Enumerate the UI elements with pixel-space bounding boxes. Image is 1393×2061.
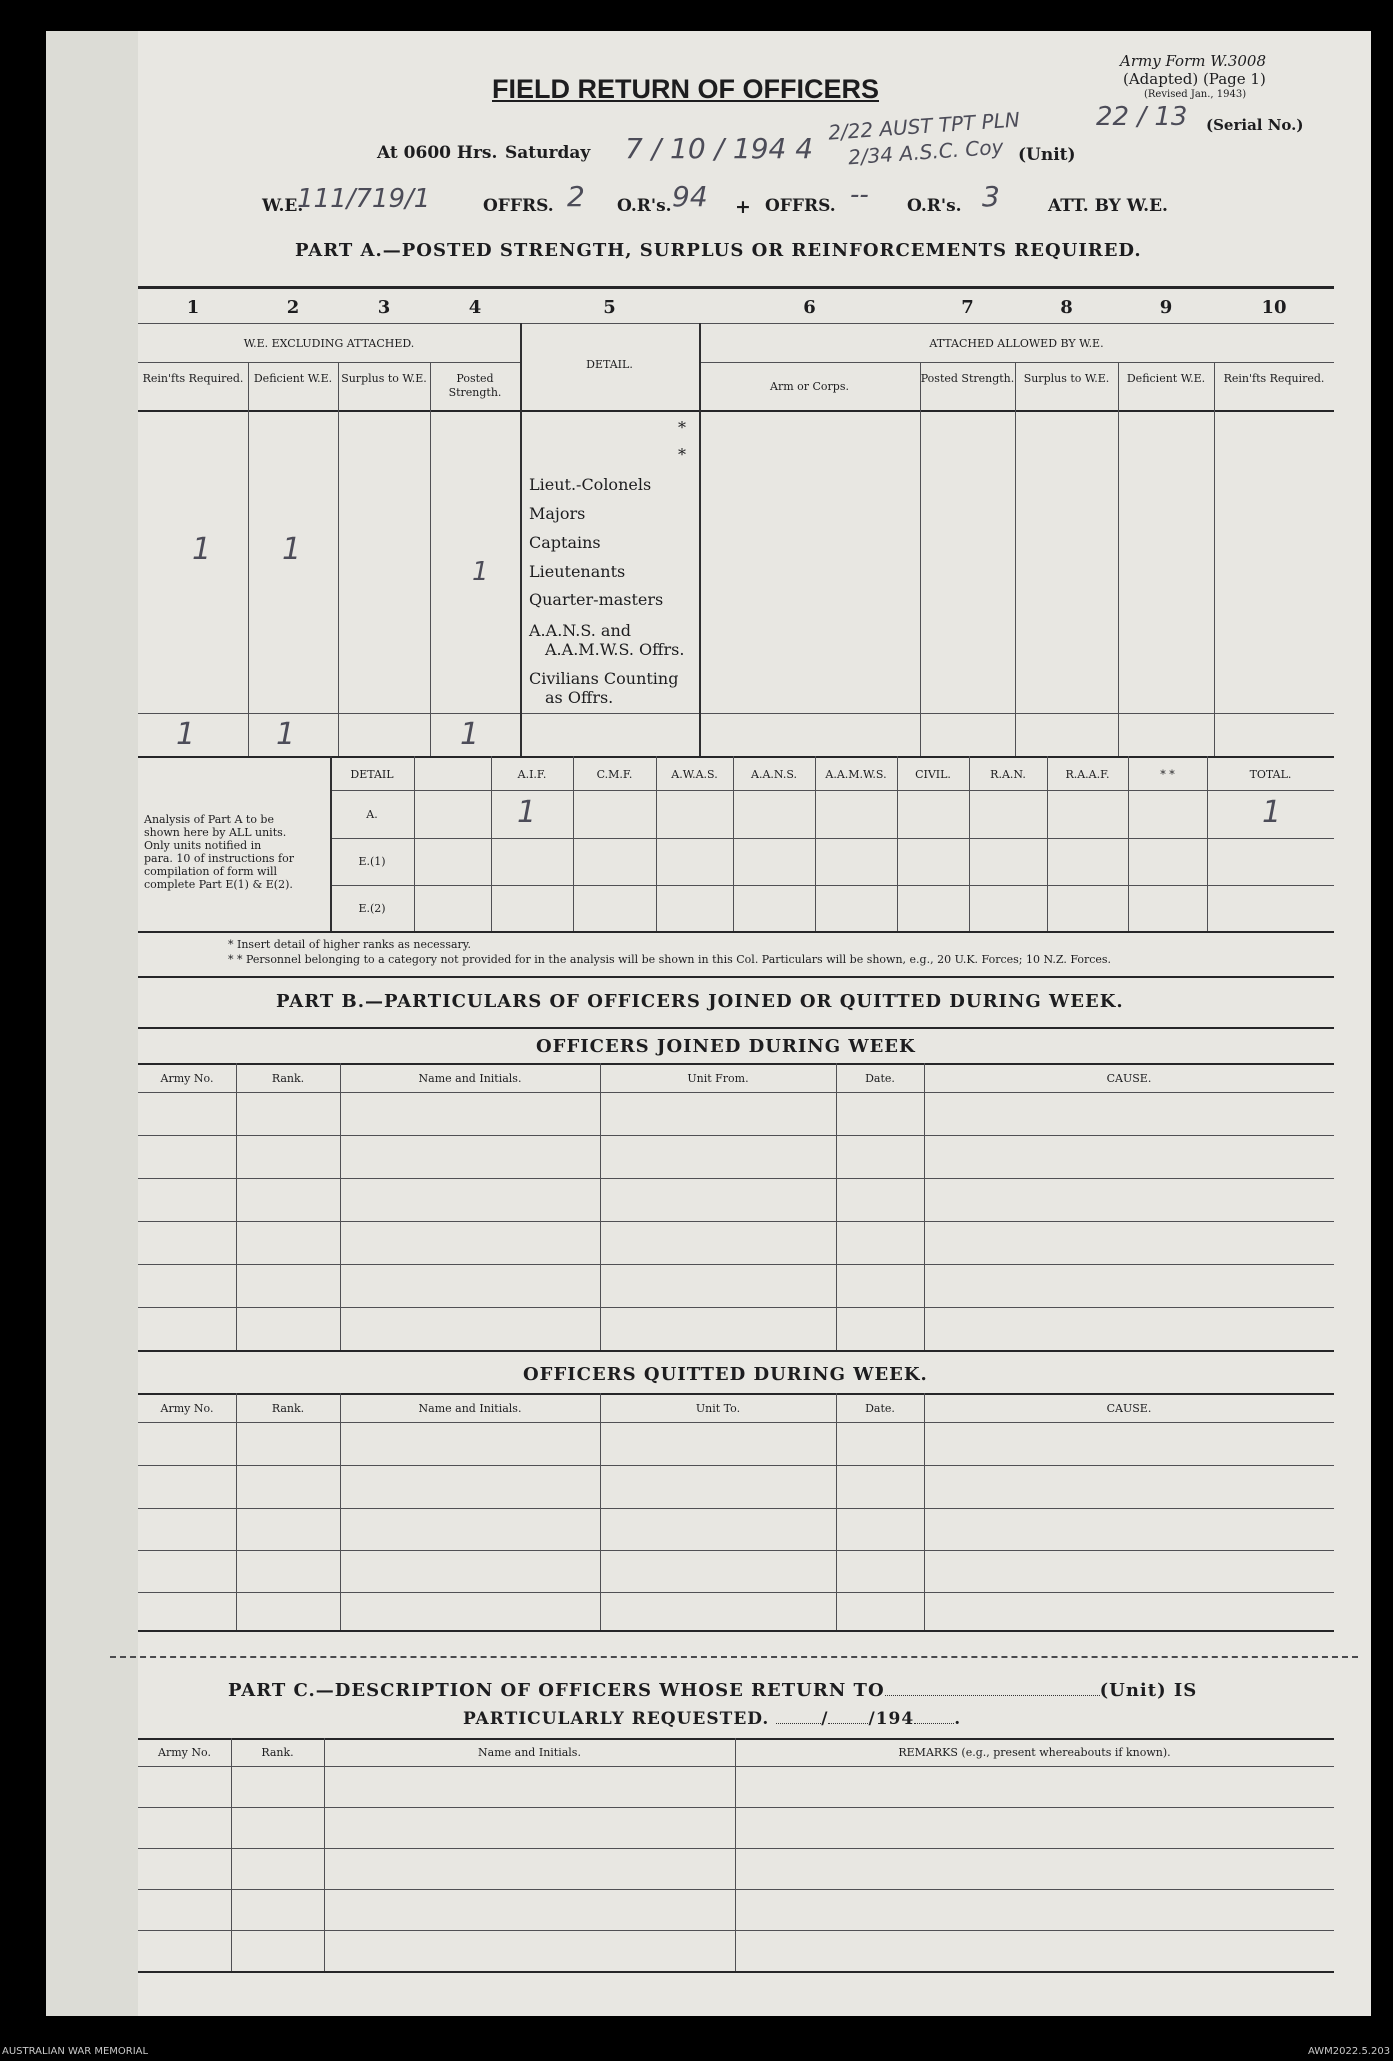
rank-lieut-colonels: Lieut.-Colonels: [529, 475, 652, 494]
analysis-hdr-awas: A.W.A.S.: [671, 768, 718, 781]
joined-hdr-name: Name and Initials.: [418, 1072, 522, 1085]
subhdr-surplus: Surplus to W.E.: [341, 372, 427, 385]
rank-lieutenants: Lieutenants: [529, 562, 626, 581]
analysis-hdr-other: * *: [1160, 768, 1175, 781]
day-label: Saturday: [505, 143, 591, 163]
analysis-hdr-aamws: A.A.M.W.S.: [825, 768, 887, 781]
subhdr-posted-strength: Posted Strength.: [448, 372, 502, 399]
attached-allowed-header: ATTACHED ALLOWED BY W.E.: [929, 337, 1104, 350]
hand-col1-captains: 1: [192, 532, 212, 567]
serial-value: 22 / 13: [1096, 102, 1188, 132]
quitted-hdr-cause: CAUSE.: [1106, 1402, 1152, 1415]
part-c-hdr-remarks: REMARKS (e.g., present whereabouts if known).: [898, 1746, 1171, 1759]
asterisk-2: *: [678, 445, 686, 464]
ors-value: 94: [672, 180, 708, 213]
offrs-value: 2: [567, 180, 585, 213]
analysis-row-a: A.: [366, 808, 378, 821]
col-num-2: 2: [286, 297, 300, 318]
detail-header: DETAIL.: [586, 358, 633, 371]
asterisk-1: *: [678, 418, 686, 437]
rank-quarter-masters: Quarter-masters: [529, 590, 664, 609]
hand-col4-lieutenants: 1: [472, 557, 489, 587]
col-num-5: 5: [603, 297, 616, 318]
paper-underlay: [46, 31, 138, 2016]
rank-captains: Captains: [529, 533, 601, 552]
joined-hdr-cause: CAUSE.: [1106, 1072, 1152, 1085]
analysis-row-e2: E.(2): [358, 902, 386, 915]
analysis-hdr-raaf: R.A.A.F.: [1065, 768, 1110, 781]
quitted-hdr-date: Date.: [865, 1402, 895, 1415]
quitted-hdr-army-no: Army No.: [160, 1402, 214, 1415]
analysis-row-e1: E.(1): [358, 855, 386, 868]
col-num-1: 1: [186, 297, 200, 318]
subhdr-reinfts-required: Rein'fts Required.: [142, 372, 244, 385]
joined-hdr-army-no: Army No.: [160, 1072, 214, 1085]
subhdr-att-posted-strength: Posted Strength.: [920, 372, 1015, 385]
joined-hdr-date: Date.: [865, 1072, 895, 1085]
unit-label: (Unit): [1018, 145, 1076, 165]
rank-civilians: Civilians Counting: [529, 669, 679, 688]
analysis-hdr-total: TOTAL.: [1249, 768, 1292, 781]
date-value: 7 / 10 / 194 4: [625, 132, 814, 165]
tear-off-line: [110, 1656, 1358, 1658]
we-value: 111/719/1: [297, 184, 431, 214]
footnote-1: * Insert detail of higher ranks as necessary.: [228, 938, 472, 951]
plus-sign: +: [735, 196, 751, 218]
col-num-6: 6: [803, 297, 816, 318]
total-col1: 1: [176, 717, 196, 752]
quitted-hdr-rank: Rank.: [271, 1402, 305, 1415]
analysis-note: Analysis of Part A to be shown here by ALL units. Only units notified in para. 10 of instructions for compilation of form will complete Part E(1) & E(2).: [144, 813, 295, 891]
subhdr-att-surplus: Surplus to W.E.: [1023, 372, 1110, 385]
quitted-hdr-unit-to: Unit To.: [695, 1402, 741, 1415]
offrs-label: OFFRS.: [483, 196, 554, 216]
part-c-hdr-army-no: Army No.: [158, 1746, 211, 1759]
revised-label: (Revised Jan., 1943): [1144, 89, 1247, 100]
joined-hdr-unit-from: Unit From.: [687, 1072, 749, 1085]
col-num-4: 4: [468, 297, 482, 318]
offrs2-label: OFFRS.: [765, 196, 836, 216]
col-num-9: 9: [1159, 297, 1173, 318]
analysis-total-a: 1: [1262, 795, 1282, 830]
rank-majors: Majors: [529, 504, 586, 523]
part-c-heading-2: PARTICULARLY REQUESTED. / /194 .: [463, 1709, 962, 1729]
part-c-heading-1: PART C.—DESCRIPTION OF OFFICERS WHOSE RETURN TO (Unit) IS: [228, 1680, 1198, 1701]
quitted-title: OFFICERS QUITTED DURING WEEK.: [523, 1364, 928, 1385]
analysis-aif-a: 1: [517, 795, 537, 830]
col-num-10: 10: [1261, 297, 1287, 318]
col-num-8: 8: [1060, 297, 1073, 318]
analysis-hdr-detail: DETAIL: [350, 768, 394, 781]
joined-title: OFFICERS JOINED DURING WEEK: [536, 1036, 916, 1057]
subhdr-att-deficient: Deficient W.E.: [1126, 372, 1206, 385]
part-b-heading: PART B.—PARTICULARS OF OFFICERS JOINED OR QUITTED DURING WEEK.: [276, 991, 1124, 1012]
rank-aamws: A.A.M.W.S. Offrs.: [545, 640, 685, 659]
quitted-hdr-name: Name and Initials.: [418, 1402, 522, 1415]
page-title: FIELD RETURN OF OFFICERS: [492, 74, 879, 104]
analysis-hdr-aans: A.A.N.S.: [751, 768, 797, 781]
footer-accession: AWM2022.5.203: [1308, 2046, 1391, 2057]
ors-label: O.R's.: [617, 196, 672, 216]
part-c-hdr-name: Name and Initials.: [478, 1746, 581, 1759]
we-excluding-header: W.E. EXCLUDING ATTACHED.: [243, 337, 415, 350]
ors2-label: O.R's.: [907, 196, 962, 216]
offrs2-value: --: [850, 180, 869, 210]
col-num-7: 7: [961, 297, 974, 318]
joined-hdr-rank: Rank.: [271, 1072, 305, 1085]
rank-civilians-2: as Offrs.: [545, 688, 614, 707]
analysis-hdr-cmf: C.M.F.: [596, 768, 633, 781]
part-c-hdr-rank: Rank.: [261, 1746, 294, 1759]
att-label: ATT. BY W.E.: [1048, 196, 1168, 216]
footer-source: AUSTRALIAN WAR MEMORIAL: [2, 2046, 149, 2057]
unit-value-line2: 2/34 A.S.C. Coy: [847, 134, 1005, 170]
part-a-heading: PART A.—POSTED STRENGTH, SURPLUS OR REINFORCEMENTS REQUIRED.: [295, 240, 1142, 261]
total-col2: 1: [276, 717, 296, 752]
subhdr-deficient: Deficient W.E.: [253, 372, 333, 385]
we-label: W.E.: [262, 196, 304, 216]
adapted-label: (Adapted) (Page 1): [1123, 70, 1266, 88]
analysis-hdr-civil: CIVIL.: [915, 768, 951, 781]
subhdr-arm-or-corps: Arm or Corps.: [770, 380, 849, 393]
col-num-3: 3: [377, 297, 391, 318]
footnote-2: * * Personnel belonging to a category not provided for in the analysis will be shown in this Col. Particulars will be shown, e.g., 20 U.K. Forces; 10 N.Z. Forces.: [228, 953, 1112, 966]
army-form-label: Army Form W.3008: [1120, 52, 1266, 70]
hand-col2-captains: 1: [282, 532, 302, 567]
analysis-hdr-ran: R.A.N.: [990, 768, 1026, 781]
serial-label: (Serial No.): [1206, 116, 1304, 134]
unit-value-line1: 2/22 AUST TPT PLN: [827, 107, 1021, 145]
analysis-hdr-aif: A.I.F.: [517, 768, 547, 781]
subhdr-att-reinfts: Rein'fts Required.: [1223, 372, 1325, 385]
at-hours-label: At 0600 Hrs.: [377, 143, 498, 163]
total-col4: 1: [460, 717, 480, 752]
rank-aans: A.A.N.S. and: [529, 621, 631, 640]
ors2-value: 3: [982, 180, 1000, 213]
